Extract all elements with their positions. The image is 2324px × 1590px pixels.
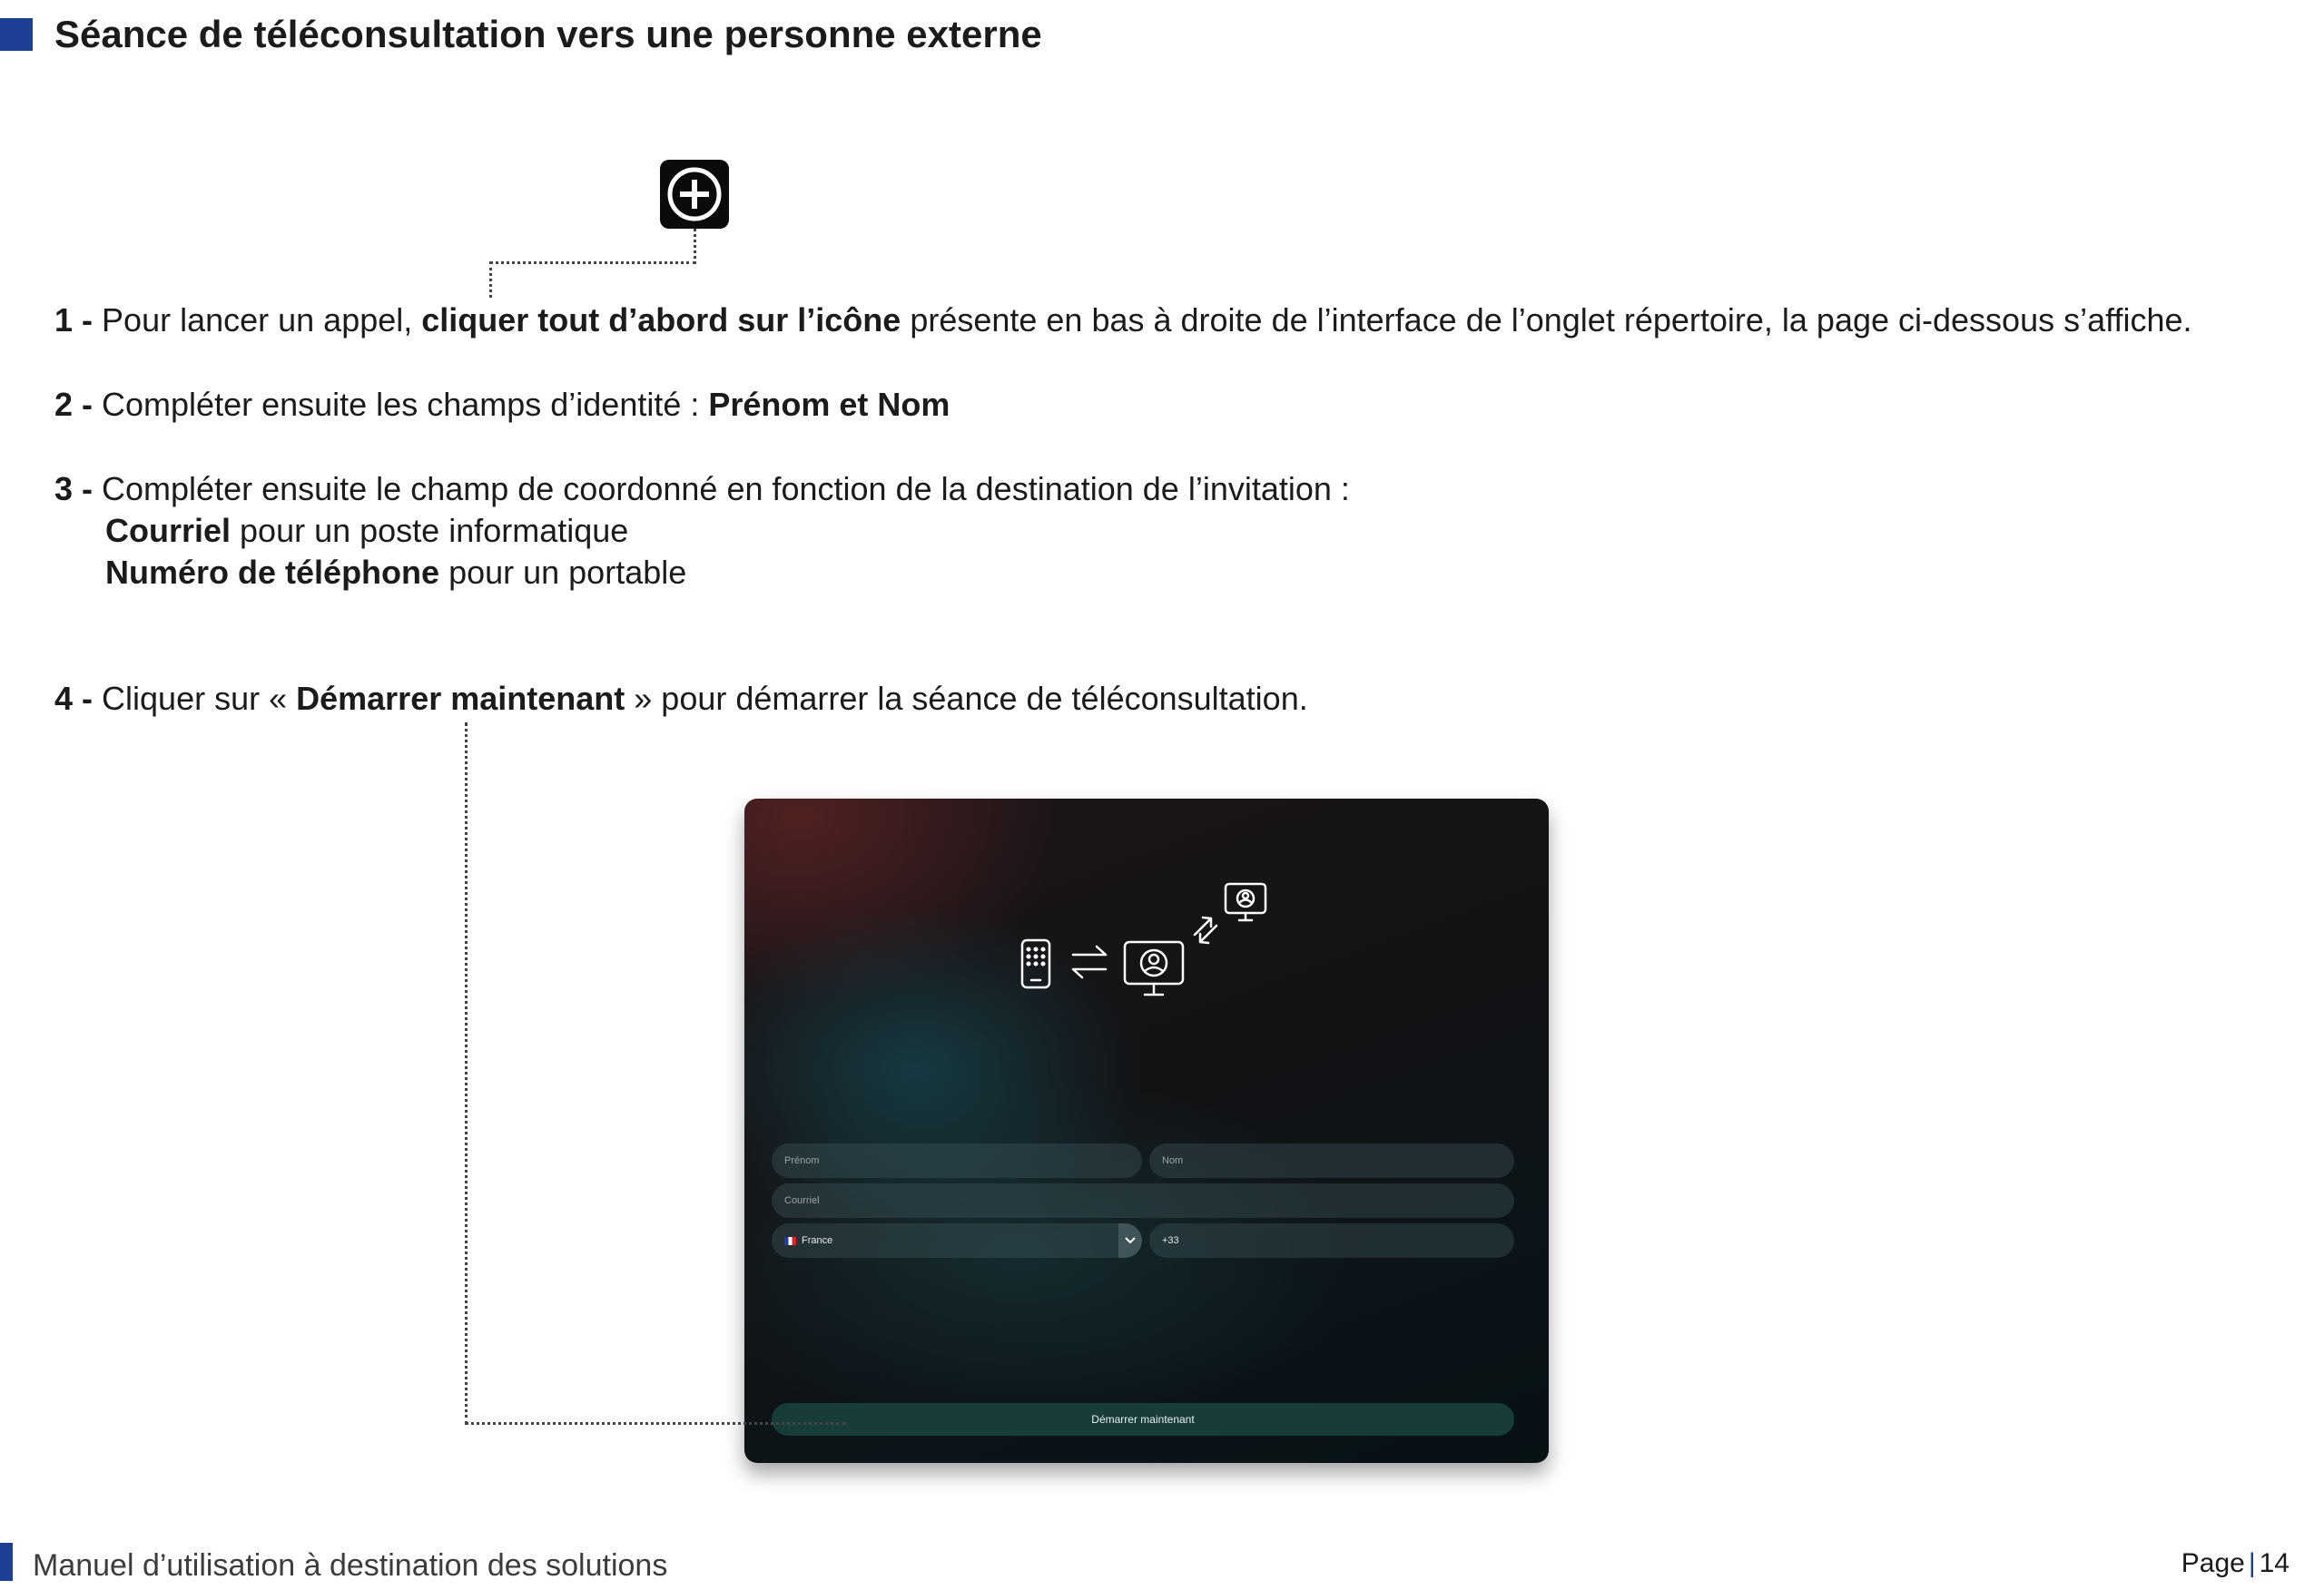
step-text: pour un poste informatique [231,512,629,549]
step-text: Compléter ensuite les champs d’identité : [102,386,709,423]
connector-line [694,229,696,264]
step-number: 1 - [54,301,94,339]
step-emphasis: Courriel [105,512,231,549]
step-3-email-line [105,510,628,552]
page-separator: | [2248,1548,2256,1578]
page-number-value: 14 [2259,1548,2290,1578]
step-text: Pour lancer un appel, [102,301,422,339]
step-2 [54,384,950,426]
step-emphasis: Démarrer maintenant [296,680,625,717]
step-4 [54,678,1308,720]
step-emphasis: cliquer tout d’abord sur l’icône [421,301,901,339]
page-label: Page [2181,1548,2245,1578]
step-text: pour un portable [439,554,687,591]
step-number: 3 - [54,470,94,507]
start-now-button[interactable]: Démarrer maintenant [772,1403,1514,1436]
plus-circle-icon[interactable] [660,160,729,229]
step-3 [54,468,1350,510]
app-screenshot [744,799,1549,1463]
connector-line [465,722,468,1425]
connector-line [489,261,696,298]
country-label: France [802,1235,833,1246]
page-number [2181,1548,2290,1579]
france-flag-icon [784,1237,796,1245]
footer-text: Manuel d’utilisation à destination des solutions [33,1548,668,1583]
chevron-down-icon[interactable] [1118,1223,1142,1258]
step-1 [54,299,2192,341]
step-emphasis: Numéro de téléphone [105,554,440,591]
phone-field[interactable]: +33 [1149,1223,1514,1258]
footer-marker [0,1543,13,1581]
step-text: Compléter ensuite le champ de coordonné en fonction de la destination de l’invitation : [102,470,1350,507]
step-emphasis: Prénom et Nom [708,386,950,423]
country-select[interactable] [772,1223,1142,1258]
page-title: Séance de téléconsultation vers une personne externe [54,13,1042,55]
step-text: Cliquer sur « [102,680,297,717]
connector-line [465,1422,846,1425]
step-3-phone-line [105,552,686,594]
lastname-field[interactable]: Nom [1149,1143,1514,1178]
teleconsultation-illustration [744,799,1549,1071]
step-text: » pour démarrer la séance de téléconsultation. [625,680,1308,717]
step-number: 4 - [54,680,94,717]
email-field[interactable]: Courriel [772,1183,1514,1218]
firstname-field[interactable]: Prénom [772,1143,1142,1178]
step-text: présente en bas à droite de l’interface de l’onglet répertoire, la page ci-dessous s’affiche. [901,301,2192,339]
title-marker [0,18,33,51]
step-number: 2 - [54,386,94,423]
